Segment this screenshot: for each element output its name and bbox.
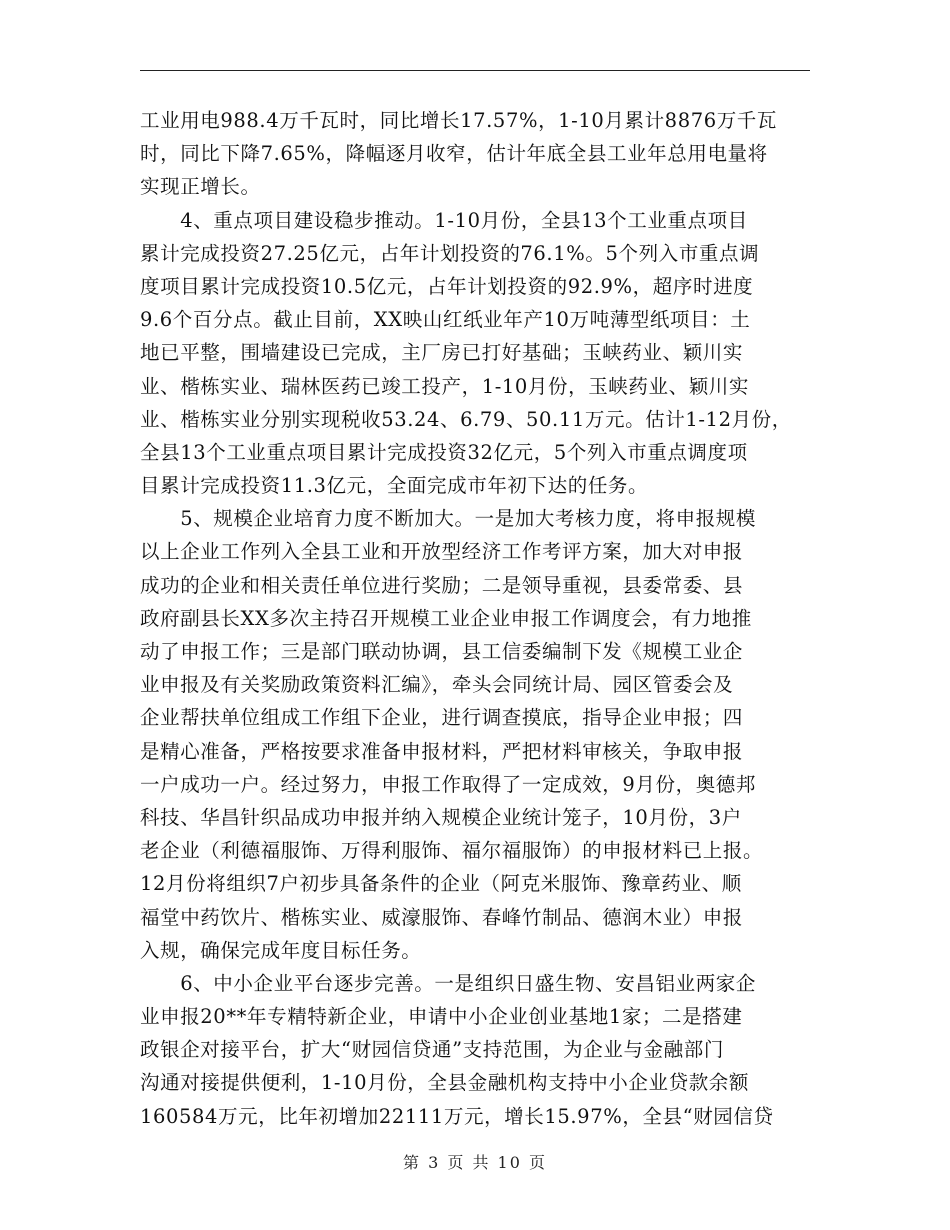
text-line: 工业用电988.4万千瓦时，同比增长17.57%，1-10月累计8876万千瓦 [140,109,778,132]
text-line: 度项目累计完成投资10.5亿元，占年计划投资的92.9%，超序时进度 [140,274,754,298]
text-line: 老企业（利德福服饰、万得利服饰、福尔福服饰）的申报材料已上报。 [140,839,764,863]
text-line: 业申报及有关奖励政策资料汇编》，牵头会同统计局、园区管委会及 [140,673,734,697]
text-line: 地已平整，围墙建设已完成，主厂房已打好基础；玉峡药业、颖川实 [140,341,744,365]
text-line: 9.6个百分点。截止目前，XX映山红纸业年产10万吨薄型纸项目：土 [140,308,751,332]
text-line: 福堂中药饮片、楷栋实业、威濠服饰、春峰竹制品、德润木业）申报 [140,905,744,929]
text-line: 全县13个工业重点项目累计完成投资32亿元，5个列入市重点调度项 [140,440,748,464]
body-text [140,104,812,1133]
text-line: 业、楷栋实业、瑞林医药已竣工投产，1-10月份，玉峡药业、颖川实 [140,374,750,398]
text-line: 160584万元，比年初增加22111万元，增长15.97%，全县“财园信贷 [140,1104,774,1128]
text-line: 企业帮扶单位组成工作组下企业，进行调查摸底，指导企业申报；四 [140,706,744,730]
text-line: 6、中小企业平台逐步完善。一是组织日盛生物、安昌铝业两家企 [140,971,757,995]
page-footer: 第 3 页 共 10 页 [403,1153,547,1172]
text-line: 政府副县长XX多次主持召开规模工业企业申报工作调度会，有力地推 [140,606,752,630]
text-line: 政银企对接平台，扩大“财园信贷通”支持范围，为企业与金融部门 [140,1038,724,1062]
text-line: 目累计完成投资11.3亿元，全面完成市年初下达的任务。 [140,474,649,498]
header-rule [140,70,810,71]
text-line: 以上企业工作列入全县工业和开放型经济工作考评方案，加大对申报 [140,540,744,564]
text-line: 实现正增长。 [140,175,261,199]
text-line: 业、楷栋实业分别实现税收53.24、6.79、50.11万元。估计1-12月份， [140,407,792,431]
text-line: 沟通对接提供便利，1-10月份，全县金融机构支持中小企业贷款余额 [140,1071,750,1095]
text-line: 4、重点项目建设稳步推动。1-10月份，全县13个工业重点项目 [140,208,748,232]
text-line: 业申报20**年专精特新企业，申请中小企业创业基地1家；二是搭建 [140,1005,743,1029]
text-line: 一户成功一户。经过努力，申报工作取得了一定成效，9月份，奥德邦 [140,772,757,796]
text-line: 入规，确保完成年度目标任务。 [140,938,422,962]
text-line: 5、规模企业培育力度不断加大。一是加大考核力度，将申报规模 [140,507,757,531]
text-line: 是精心准备，严格按要求准备申报材料，严把材料审核关，争取申报 [140,739,744,763]
text-line: 12月份将组织7户初步具备条件的企业（阿克米服饰、豫章药业、顺 [140,872,742,896]
text-line: 动了申报工作；三是部门联动协调，县工信委编制下发《规模工业企 [140,640,744,663]
text-line: 科技、华昌针织品成功申报并纳入规模企业统计笼子，10月份，3户 [140,805,742,829]
text-line: 累计完成投资27.25亿元，占年计划投资的76.1%。5个列入市重点调 [140,241,760,265]
text-line: 时，同比下降7.65%，降幅逐月收窄，估计年底全县工业年总用电量将 [140,142,768,166]
text-line: 成功的企业和相关责任单位进行奖励；二是领导重视，县委常委、县 [140,573,744,597]
